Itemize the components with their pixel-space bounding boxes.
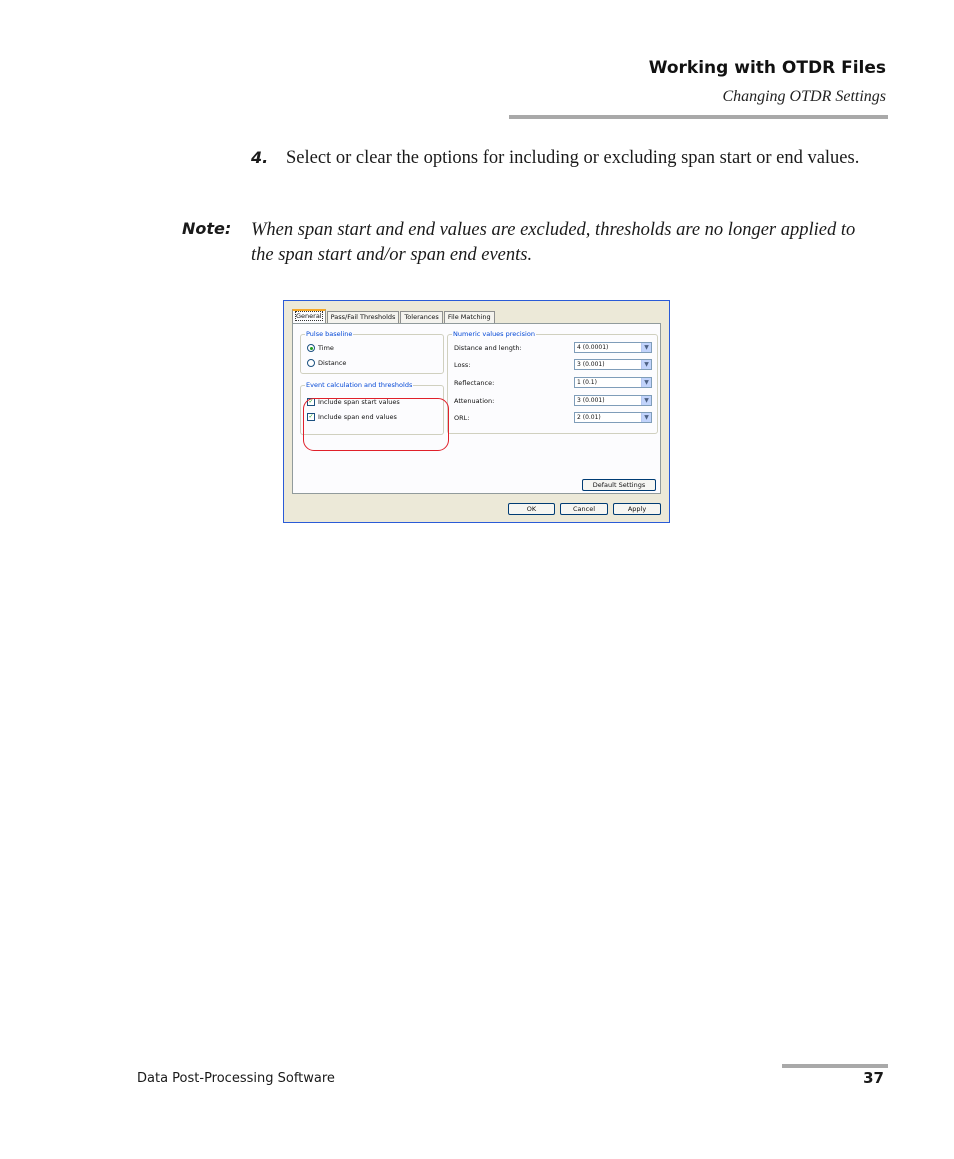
note-text: When span start and end values are excluded, thresholds are no longer applied to the span start and/or span end events. (251, 220, 856, 265)
pulse-baseline-group (300, 330, 444, 374)
loss-select[interactable]: 3 (0.001) ▼ (574, 359, 652, 370)
chevron-down-icon: ▼ (641, 360, 651, 369)
reflectance-label: Reflectance: (454, 379, 495, 387)
settings-dialog-screenshot (283, 300, 670, 523)
orl-select[interactable]: 2 (0.01) ▼ (574, 412, 652, 423)
page-header-title: Working with OTDR Files (648, 58, 886, 78)
distance-length-label: Distance and length: (454, 344, 522, 352)
attenuation-label: Attenuation: (454, 397, 495, 405)
radio-distance[interactable] (307, 359, 346, 367)
chevron-down-icon: ▼ (641, 396, 651, 405)
chevron-down-icon: ▼ (641, 343, 651, 352)
tab-strip (292, 311, 496, 323)
radio-selected-icon (307, 344, 315, 352)
precision-legend: Numeric values precision (453, 330, 535, 338)
radio-time[interactable] (307, 344, 334, 352)
step-number: 4. (251, 148, 269, 167)
radio-time-label: Time (318, 344, 334, 352)
tab-pass-fail-thresholds[interactable]: Pass/Fail Thresholds (327, 311, 400, 323)
footer-rule (782, 1064, 888, 1068)
cancel-button[interactable]: Cancel (560, 503, 608, 515)
checkbox-checked-icon: ✓ (308, 398, 314, 405)
reflectance-select[interactable]: 1 (0.1) ▼ (574, 377, 652, 388)
pulse-baseline-legend: Pulse baseline (306, 330, 353, 338)
tab-tolerances[interactable]: Tolerances (400, 311, 442, 323)
tab-general[interactable]: General (292, 309, 326, 323)
apply-button[interactable]: Apply (613, 503, 661, 515)
note-label: Note: (182, 219, 232, 238)
checkbox-span-end-label: Include span end values (318, 413, 397, 421)
default-settings-button[interactable]: Default Settings (582, 479, 656, 491)
footer-document-title: Data Post-Processing Software (137, 1071, 335, 1086)
orl-label: ORL: (454, 414, 470, 422)
radio-distance-label: Distance (318, 359, 347, 367)
checkbox-span-start-label: Include span start values (318, 398, 400, 406)
tab-file-matching[interactable]: File Matching (444, 311, 495, 323)
red-highlight-ellipse (303, 398, 449, 451)
attenuation-select[interactable]: 3 (0.001) ▼ (574, 395, 652, 406)
distance-length-select[interactable]: 4 (0.0001) ▼ (574, 342, 652, 353)
chevron-down-icon: ▼ (641, 378, 651, 387)
page-header-subtitle: Changing OTDR Settings (722, 88, 886, 105)
checkbox-checked-icon: ✓ (308, 413, 314, 420)
precision-group (447, 330, 658, 434)
loss-label: Loss: (454, 361, 471, 369)
header-rule (509, 115, 888, 119)
chevron-down-icon: ▼ (641, 413, 651, 422)
page-number: 37 (863, 1069, 884, 1087)
general-tab-panel (292, 323, 661, 494)
radio-unselected-icon (307, 359, 315, 367)
step-text: Select or clear the options for including or excluding span start or end values. (286, 148, 860, 168)
event-calc-legend: Event calculation and thresholds (306, 381, 413, 389)
ok-button[interactable]: OK (508, 503, 555, 515)
